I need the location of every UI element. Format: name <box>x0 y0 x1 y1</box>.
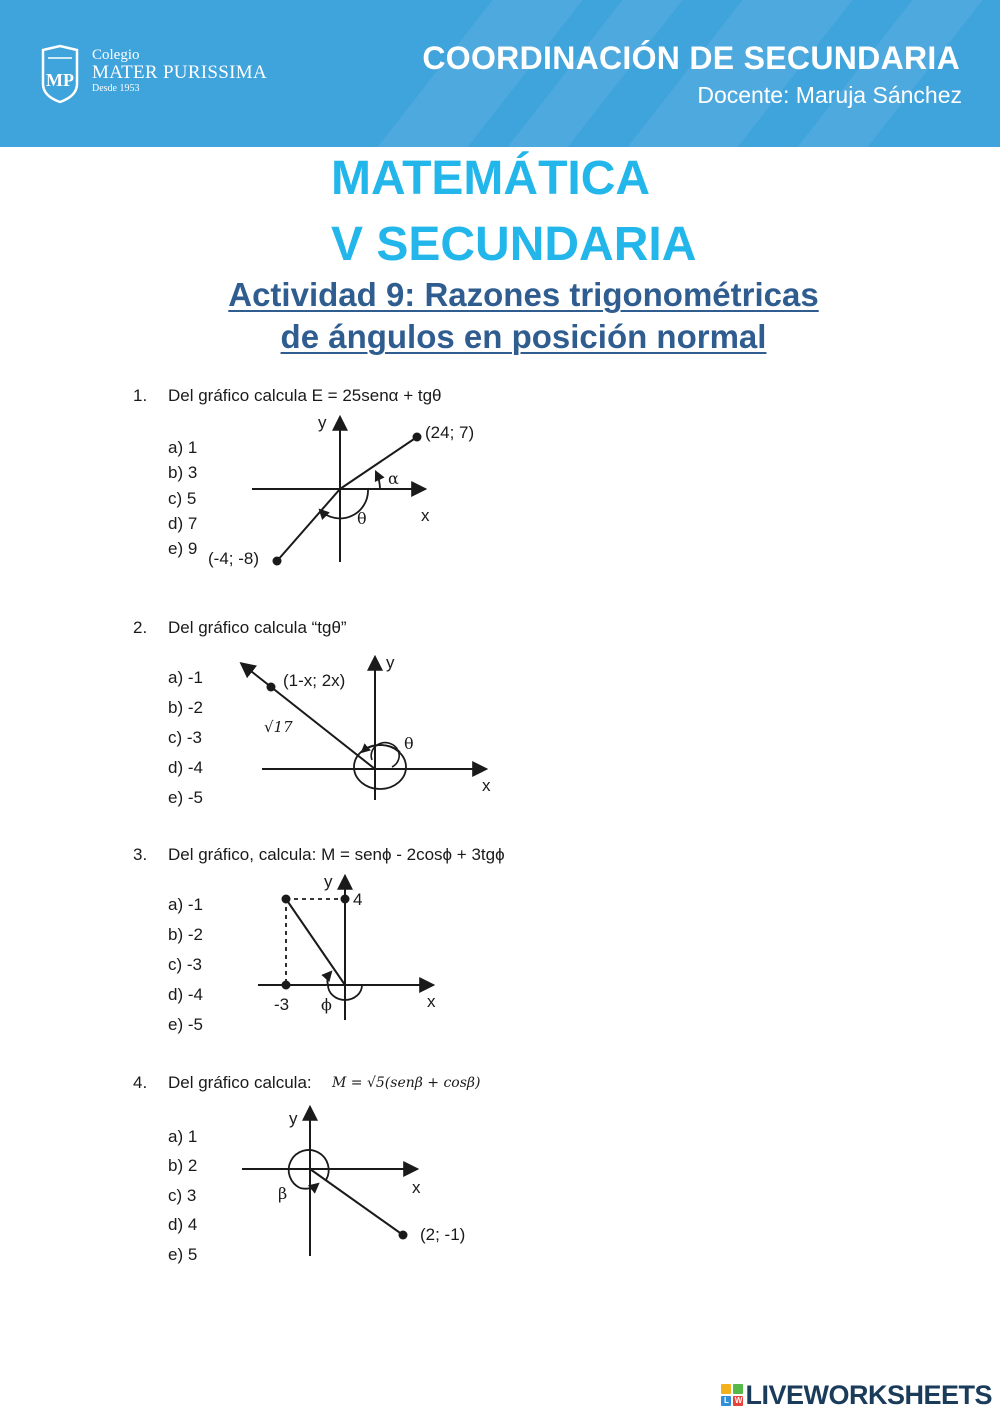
alpha-label: α <box>388 469 399 488</box>
option-e[interactable]: e) 5 <box>168 1245 198 1264</box>
logo-monogram: MP <box>46 70 74 90</box>
option-b[interactable]: b) -2 <box>168 925 203 944</box>
theta-label: θ <box>404 734 414 753</box>
option-d[interactable]: d) -4 <box>168 758 203 777</box>
option-d[interactable]: d) 4 <box>168 1215 198 1234</box>
point-b-label: (-4; -8) <box>208 549 259 568</box>
phi-label: ϕ <box>321 995 332 1014</box>
tick-y-label: 4 <box>353 890 363 909</box>
option-d[interactable]: d) 7 <box>168 514 198 533</box>
logo-square <box>733 1384 743 1394</box>
option-c[interactable]: c) -3 <box>168 728 202 747</box>
terminal-side <box>310 1169 403 1235</box>
header-teacher: Docente: Maruja Sánchez <box>697 82 962 108</box>
option-a[interactable]: a) 1 <box>168 438 198 457</box>
activity-title-line2: de ángulos en posición normal <box>280 318 767 355</box>
liveworksheets-brand[interactable] <box>721 1378 992 1412</box>
x-axis-label: x <box>412 1178 421 1197</box>
question-number: 3. <box>133 845 148 864</box>
x-axis-label: x <box>482 776 491 795</box>
liveworksheets-logo-icon <box>721 1384 743 1406</box>
beta-label: β <box>278 1184 288 1203</box>
option-b[interactable]: b) 3 <box>168 463 198 482</box>
logo-square <box>721 1384 731 1394</box>
question-text: Del gráfico, calcula: M = senϕ - 2cosϕ + 3tgϕ <box>168 845 505 864</box>
x-axis-label: x <box>421 506 430 525</box>
tick-x-label: -3 <box>274 995 290 1014</box>
radius-label: √17 <box>264 718 293 736</box>
theta-label: θ <box>357 509 367 528</box>
option-e[interactable]: e) 9 <box>168 539 198 558</box>
question-number: 1. <box>133 386 148 405</box>
y-axis-label: y <box>324 872 333 891</box>
school-name-line1: Colegio <box>92 47 140 63</box>
point-label: (1-x; 2x) <box>283 671 346 690</box>
y-axis-label: y <box>318 413 327 432</box>
question-number: 2. <box>133 618 148 637</box>
question-text: Del gráfico calcula: <box>168 1073 312 1092</box>
activity-title-line1: Actividad 9: Razones trigonométricas <box>228 276 819 313</box>
subject-title: MATEMÁTICA <box>331 152 651 205</box>
logo-square: W <box>734 1396 743 1405</box>
school-name-line2: MATER PURISSIMA <box>92 62 268 83</box>
y-axis-label: y <box>386 653 395 672</box>
brand-text: LIVEWORKSHEETS <box>745 1379 992 1410</box>
option-a[interactable]: a) 1 <box>168 1127 198 1146</box>
question-text: Del gráfico calcula “tgθ” <box>168 618 347 637</box>
option-b[interactable]: b) -2 <box>168 698 203 717</box>
question-number: 4. <box>133 1073 148 1092</box>
question-text: Del gráfico calcula E = 25senα + tgθ <box>168 386 442 405</box>
option-d[interactable]: d) -4 <box>168 985 203 1004</box>
point-label: (2; -1) <box>420 1225 466 1244</box>
option-c[interactable]: c) 5 <box>168 489 197 508</box>
point-a-label: (24; 7) <box>425 423 475 442</box>
option-a[interactable]: a) -1 <box>168 668 203 687</box>
option-c[interactable]: c) -3 <box>168 955 202 974</box>
logo-square: L <box>721 1396 731 1406</box>
point-marker <box>399 1231 408 1240</box>
option-a[interactable]: a) -1 <box>168 895 203 914</box>
y-axis-label: y <box>289 1109 298 1128</box>
option-e[interactable]: e) -5 <box>168 1015 203 1034</box>
header-title: COORDINACIÓN DE SECUNDARIA <box>422 40 960 76</box>
option-e[interactable]: e) -5 <box>168 788 203 807</box>
question-formula: M = √5(senβ + cosβ) <box>332 1075 481 1091</box>
option-b[interactable]: b) 2 <box>168 1156 198 1175</box>
option-c[interactable]: c) 3 <box>168 1186 197 1205</box>
school-name-line3: Desde 1953 <box>92 83 140 94</box>
grade-title: V SECUNDARIA <box>331 218 697 271</box>
x-axis-label: x <box>427 992 436 1011</box>
